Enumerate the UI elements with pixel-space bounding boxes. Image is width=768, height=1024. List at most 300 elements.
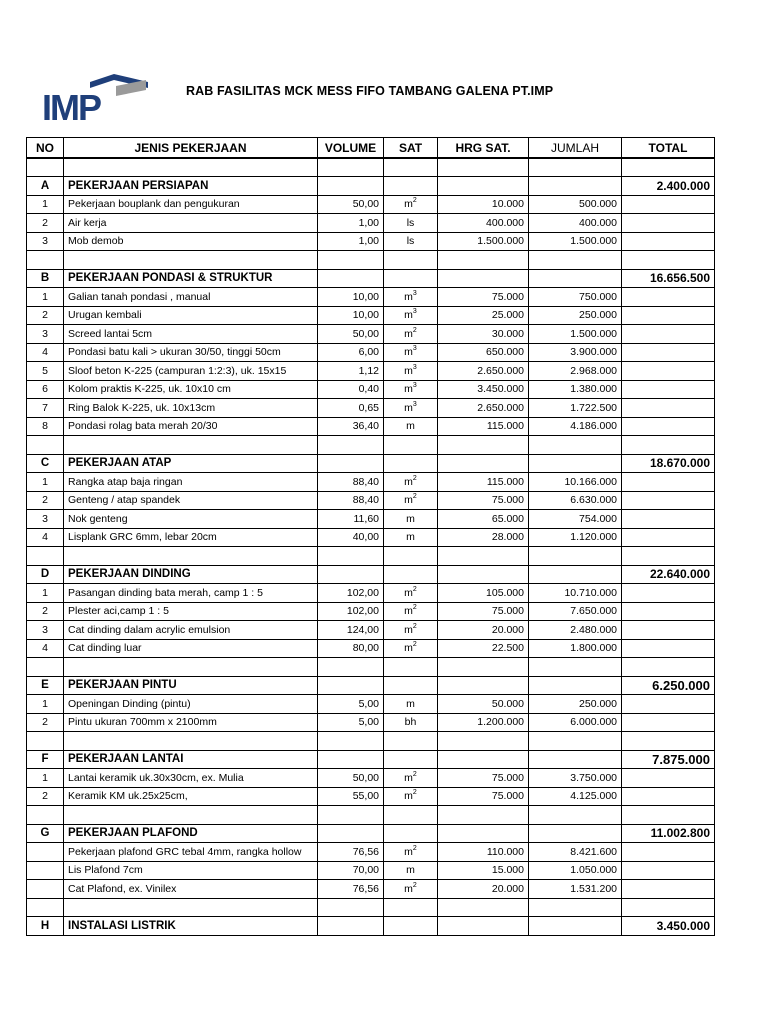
section-row — [27, 454, 715, 473]
item-row — [27, 695, 715, 714]
section-total: 16.656.500 — [622, 269, 715, 288]
cell — [27, 898, 64, 917]
cell — [27, 251, 64, 270]
item-volume: 102,00 — [318, 584, 384, 603]
item-amount: 1.531.200 — [529, 880, 622, 899]
item-amount: 1.380.000 — [529, 380, 622, 399]
cell — [318, 658, 384, 677]
section-name: PEKERJAAN PERSIAPAN — [64, 177, 318, 196]
item-row — [27, 639, 715, 658]
section-no: G — [27, 824, 64, 843]
cell — [64, 436, 318, 455]
item-name: Mob demob — [64, 232, 318, 251]
unit-exponent: 2 — [412, 881, 417, 889]
item-volume: 55,00 — [318, 787, 384, 806]
item-row — [27, 195, 715, 214]
item-row — [27, 232, 715, 251]
section-row — [27, 269, 715, 288]
cell — [64, 251, 318, 270]
item-name: Air kerja — [64, 214, 318, 233]
unit-base: m — [404, 346, 413, 359]
unit-base: m — [404, 642, 413, 655]
item-no — [27, 880, 64, 899]
item-row — [27, 417, 715, 436]
item-row — [27, 362, 715, 381]
cell — [318, 732, 384, 751]
item-row — [27, 380, 715, 399]
unit-exponent: 3 — [412, 308, 417, 316]
item-name: Genteng / atap spandek — [64, 491, 318, 510]
item-name: Pintu ukuran 700mm x 2100mm — [64, 713, 318, 732]
section-row — [27, 750, 715, 769]
item-unit-price: 115.000 — [438, 473, 529, 492]
item-unit-price: 2.650.000 — [438, 362, 529, 381]
item-unit-price: 20.000 — [438, 621, 529, 640]
section-row — [27, 824, 715, 843]
section-no: E — [27, 676, 64, 695]
cell — [318, 251, 384, 270]
blank-row — [27, 806, 715, 825]
item-name: Cat dinding dalam acrylic emulsion — [64, 621, 318, 640]
item-unit: ls — [384, 232, 438, 251]
item-volume: 1,00 — [318, 232, 384, 251]
item-no: 1 — [27, 769, 64, 788]
cell-total — [622, 362, 715, 381]
cell-total — [622, 602, 715, 621]
item-unit — [384, 491, 438, 510]
cell-total — [622, 325, 715, 344]
cell-total — [622, 399, 715, 418]
cell-sat — [384, 824, 438, 843]
header-hrg-sat: HRG SAT. — [438, 138, 529, 159]
cell-total — [622, 473, 715, 492]
cell-total — [622, 584, 715, 603]
item-unit-price: 3.450.000 — [438, 380, 529, 399]
blank-row — [27, 732, 715, 751]
item-volume: 50,00 — [318, 195, 384, 214]
cell-jumlah — [529, 177, 622, 196]
item-unit — [384, 621, 438, 640]
cell-total — [622, 491, 715, 510]
unit-exponent: 2 — [412, 197, 417, 205]
item-amount: 1.120.000 — [529, 528, 622, 547]
item-unit-price: 75.000 — [438, 288, 529, 307]
cell-hrg — [438, 824, 529, 843]
cell-total — [622, 787, 715, 806]
cell — [622, 898, 715, 917]
item-unit — [384, 380, 438, 399]
unit-base: m — [404, 605, 413, 618]
item-volume: 50,00 — [318, 769, 384, 788]
item-name: Lis Plafond 7cm — [64, 861, 318, 880]
cell — [384, 806, 438, 825]
cell — [384, 547, 438, 566]
unit-base: m — [404, 845, 413, 858]
blank-row — [27, 436, 715, 455]
unit-base: m — [404, 290, 413, 303]
section-total: 18.670.000 — [622, 454, 715, 473]
item-volume: 0,65 — [318, 399, 384, 418]
item-row — [27, 306, 715, 325]
item-row — [27, 787, 715, 806]
item-unit — [384, 769, 438, 788]
cell — [318, 436, 384, 455]
section-no: A — [27, 177, 64, 196]
cell-total — [622, 288, 715, 307]
item-volume: 102,00 — [318, 602, 384, 621]
item-volume: 6,00 — [318, 343, 384, 362]
cell — [622, 732, 715, 751]
cell — [27, 547, 64, 566]
unit-exponent: 3 — [412, 289, 417, 297]
item-amount: 1.500.000 — [529, 232, 622, 251]
item-amount: 1.722.500 — [529, 399, 622, 418]
item-row — [27, 713, 715, 732]
cell — [384, 732, 438, 751]
cell-total — [622, 621, 715, 640]
blank-row — [27, 547, 715, 566]
section-name: PEKERJAAN PONDASI & STRUKTUR — [64, 269, 318, 288]
item-no: 2 — [27, 787, 64, 806]
item-amount: 10.166.000 — [529, 473, 622, 492]
item-name: Keramik KM uk.25x25cm, — [64, 787, 318, 806]
item-amount: 400.000 — [529, 214, 622, 233]
item-row — [27, 473, 715, 492]
cell-hrg — [438, 676, 529, 695]
item-name: Pasangan dinding bata merah, camp 1 : 5 — [64, 584, 318, 603]
item-row — [27, 880, 715, 899]
blank-row — [27, 251, 715, 270]
item-amount: 4.186.000 — [529, 417, 622, 436]
cell-total — [622, 528, 715, 547]
section-total: 2.400.000 — [622, 177, 715, 196]
item-name: Rangka atap baja ringan — [64, 473, 318, 492]
document-title: RAB FASILITAS MCK MESS FIFO TAMBANG GALENA PT.IMP — [186, 84, 554, 98]
item-unit-price: 22.500 — [438, 639, 529, 658]
item-unit-price: 28.000 — [438, 528, 529, 547]
item-row — [27, 325, 715, 344]
item-row — [27, 769, 715, 788]
item-unit-price: 2.650.000 — [438, 399, 529, 418]
item-name: Nok genteng — [64, 510, 318, 529]
cell — [64, 158, 318, 177]
cell-jumlah — [529, 676, 622, 695]
cell-jumlah — [529, 269, 622, 288]
cell — [529, 898, 622, 917]
unit-exponent: 2 — [412, 585, 417, 593]
cell-sat — [384, 917, 438, 936]
section-no: B — [27, 269, 64, 288]
item-volume: 40,00 — [318, 528, 384, 547]
cell — [529, 732, 622, 751]
blank-row — [27, 158, 715, 177]
cell-jumlah — [529, 454, 622, 473]
item-unit — [384, 362, 438, 381]
unit-base: m — [404, 771, 413, 784]
section-name: PEKERJAAN DINDING — [64, 565, 318, 584]
item-name: Kolom praktis K-225, uk. 10x10 cm — [64, 380, 318, 399]
unit-exponent: 3 — [412, 345, 417, 353]
section-total: 3.450.000 — [622, 917, 715, 936]
item-no: 2 — [27, 306, 64, 325]
cell-total — [622, 380, 715, 399]
section-row — [27, 177, 715, 196]
cell — [64, 898, 318, 917]
item-row — [27, 621, 715, 640]
item-unit: ls — [384, 214, 438, 233]
item-unit — [384, 343, 438, 362]
cell — [318, 547, 384, 566]
cell-sat — [384, 750, 438, 769]
item-no: 3 — [27, 232, 64, 251]
item-unit: m — [384, 417, 438, 436]
cell-jumlah — [529, 917, 622, 936]
item-amount: 500.000 — [529, 195, 622, 214]
item-unit-price: 1.200.000 — [438, 713, 529, 732]
section-total: 6.250.000 — [622, 676, 715, 695]
cell — [384, 898, 438, 917]
item-volume: 1,00 — [318, 214, 384, 233]
item-name: Pekerjaan bouplank dan pengukuran — [64, 195, 318, 214]
cell — [27, 732, 64, 751]
unit-exponent: 3 — [412, 363, 417, 371]
unit-base: m — [404, 623, 413, 636]
item-name: Pondasi rolag bata merah 20/30 — [64, 417, 318, 436]
cell-total — [622, 510, 715, 529]
cell — [438, 898, 529, 917]
cell-sat — [384, 676, 438, 695]
cell — [529, 436, 622, 455]
cell-total — [622, 695, 715, 714]
cell — [529, 806, 622, 825]
item-no: 6 — [27, 380, 64, 399]
blank-row — [27, 658, 715, 677]
cell-total — [622, 713, 715, 732]
item-amount: 250.000 — [529, 695, 622, 714]
item-unit: m — [384, 861, 438, 880]
item-row — [27, 861, 715, 880]
unit-base: m — [404, 198, 413, 211]
cell-volume — [318, 917, 384, 936]
item-row — [27, 399, 715, 418]
cell — [438, 806, 529, 825]
item-volume: 10,00 — [318, 288, 384, 307]
cell-sat — [384, 269, 438, 288]
cell — [438, 436, 529, 455]
cell-volume — [318, 750, 384, 769]
blank-row — [27, 898, 715, 917]
cell-total — [622, 769, 715, 788]
section-name: PEKERJAAN PLAFOND — [64, 824, 318, 843]
item-amount: 1.800.000 — [529, 639, 622, 658]
item-amount: 1.050.000 — [529, 861, 622, 880]
cell — [384, 158, 438, 177]
unit-exponent: 2 — [412, 622, 417, 630]
item-volume: 88,40 — [318, 473, 384, 492]
unit-base: m — [404, 364, 413, 377]
header-volume: VOLUME — [318, 138, 384, 159]
item-unit-price: 30.000 — [438, 325, 529, 344]
item-no — [27, 843, 64, 862]
item-row — [27, 510, 715, 529]
item-no: 3 — [27, 621, 64, 640]
item-unit: m — [384, 695, 438, 714]
section-no: C — [27, 454, 64, 473]
item-unit-price: 75.000 — [438, 769, 529, 788]
item-amount: 1.500.000 — [529, 325, 622, 344]
item-unit — [384, 195, 438, 214]
cell-jumlah — [529, 824, 622, 843]
cell-volume — [318, 676, 384, 695]
cell-hrg — [438, 269, 529, 288]
item-row — [27, 214, 715, 233]
item-unit-price: 400.000 — [438, 214, 529, 233]
cell-sat — [384, 565, 438, 584]
item-unit-price: 25.000 — [438, 306, 529, 325]
item-row — [27, 491, 715, 510]
item-unit-price: 650.000 — [438, 343, 529, 362]
item-unit — [384, 843, 438, 862]
item-amount: 7.650.000 — [529, 602, 622, 621]
section-row — [27, 565, 715, 584]
item-unit-price: 105.000 — [438, 584, 529, 603]
cell — [438, 547, 529, 566]
cell-total — [622, 861, 715, 880]
cell — [27, 158, 64, 177]
item-name: Plester aci,camp 1 : 5 — [64, 602, 318, 621]
item-no: 3 — [27, 325, 64, 344]
cell — [318, 158, 384, 177]
unit-base: m — [404, 401, 413, 414]
unit-exponent: 2 — [412, 474, 417, 482]
cell-hrg — [438, 177, 529, 196]
cell — [438, 732, 529, 751]
item-no: 2 — [27, 602, 64, 621]
cell — [622, 436, 715, 455]
unit-exponent: 2 — [412, 604, 417, 612]
item-volume: 11,60 — [318, 510, 384, 529]
section-total: 22.640.000 — [622, 565, 715, 584]
cell — [529, 251, 622, 270]
item-name: Openingan Dinding (pintu) — [64, 695, 318, 714]
item-volume: 124,00 — [318, 621, 384, 640]
item-no: 7 — [27, 399, 64, 418]
header-jenis: JENIS PEKERJAAN — [64, 138, 318, 159]
cell — [64, 658, 318, 677]
section-name: PEKERJAAN LANTAI — [64, 750, 318, 769]
cell-volume — [318, 565, 384, 584]
item-unit-price: 110.000 — [438, 843, 529, 862]
item-unit — [384, 473, 438, 492]
item-amount: 250.000 — [529, 306, 622, 325]
item-name: Pekerjaan plafond GRC tebal 4mm, rangka hollow — [64, 843, 318, 862]
item-no: 8 — [27, 417, 64, 436]
item-volume: 5,00 — [318, 713, 384, 732]
item-no: 3 — [27, 510, 64, 529]
section-no: D — [27, 565, 64, 584]
item-unit-price: 50.000 — [438, 695, 529, 714]
cell-hrg — [438, 565, 529, 584]
item-row — [27, 584, 715, 603]
item-row — [27, 843, 715, 862]
item-volume: 80,00 — [318, 639, 384, 658]
item-amount: 754.000 — [529, 510, 622, 529]
unit-exponent: 2 — [412, 770, 417, 778]
cell-hrg — [438, 750, 529, 769]
item-amount: 10.710.000 — [529, 584, 622, 603]
item-no: 4 — [27, 639, 64, 658]
item-amount: 6.000.000 — [529, 713, 622, 732]
cell — [438, 658, 529, 677]
unit-exponent: 3 — [412, 382, 417, 390]
item-no: 1 — [27, 695, 64, 714]
item-amount: 3.750.000 — [529, 769, 622, 788]
item-no: 2 — [27, 214, 64, 233]
item-no: 1 — [27, 584, 64, 603]
item-amount: 2.480.000 — [529, 621, 622, 640]
cell — [384, 658, 438, 677]
cell — [64, 806, 318, 825]
cell-total — [622, 880, 715, 899]
item-amount: 4.125.000 — [529, 787, 622, 806]
item-unit-price: 15.000 — [438, 861, 529, 880]
cell — [438, 251, 529, 270]
item-name: Lantai keramik uk.30x30cm, ex. Mulia — [64, 769, 318, 788]
cell-sat — [384, 177, 438, 196]
item-no — [27, 861, 64, 880]
cell — [529, 547, 622, 566]
cell — [622, 547, 715, 566]
item-amount: 750.000 — [529, 288, 622, 307]
cell-total — [622, 214, 715, 233]
unit-base: m — [404, 790, 413, 803]
cell — [27, 436, 64, 455]
header-sat: SAT — [384, 138, 438, 159]
item-no: 2 — [27, 713, 64, 732]
item-unit — [384, 288, 438, 307]
cell — [64, 732, 318, 751]
cell — [622, 251, 715, 270]
logo-text: IMP — [42, 87, 101, 124]
cell — [438, 158, 529, 177]
item-row — [27, 602, 715, 621]
unit-exponent: 2 — [412, 326, 417, 334]
item-volume: 70,00 — [318, 861, 384, 880]
cell-total — [622, 639, 715, 658]
cell-total — [622, 195, 715, 214]
company-logo — [42, 72, 148, 124]
cell — [318, 898, 384, 917]
item-unit-price: 75.000 — [438, 491, 529, 510]
cell-total — [622, 343, 715, 362]
section-row — [27, 676, 715, 695]
item-unit — [384, 787, 438, 806]
section-row — [27, 917, 715, 936]
item-unit: bh — [384, 713, 438, 732]
item-unit — [384, 602, 438, 621]
item-name: Lisplank GRC 6mm, lebar 20cm — [64, 528, 318, 547]
item-volume: 0,40 — [318, 380, 384, 399]
cell — [622, 158, 715, 177]
cell-volume — [318, 269, 384, 288]
item-unit — [384, 880, 438, 899]
cell — [318, 806, 384, 825]
unit-exponent: 2 — [412, 789, 417, 797]
item-volume: 5,00 — [318, 695, 384, 714]
item-row — [27, 343, 715, 362]
cell-jumlah — [529, 750, 622, 769]
cell-sat — [384, 454, 438, 473]
